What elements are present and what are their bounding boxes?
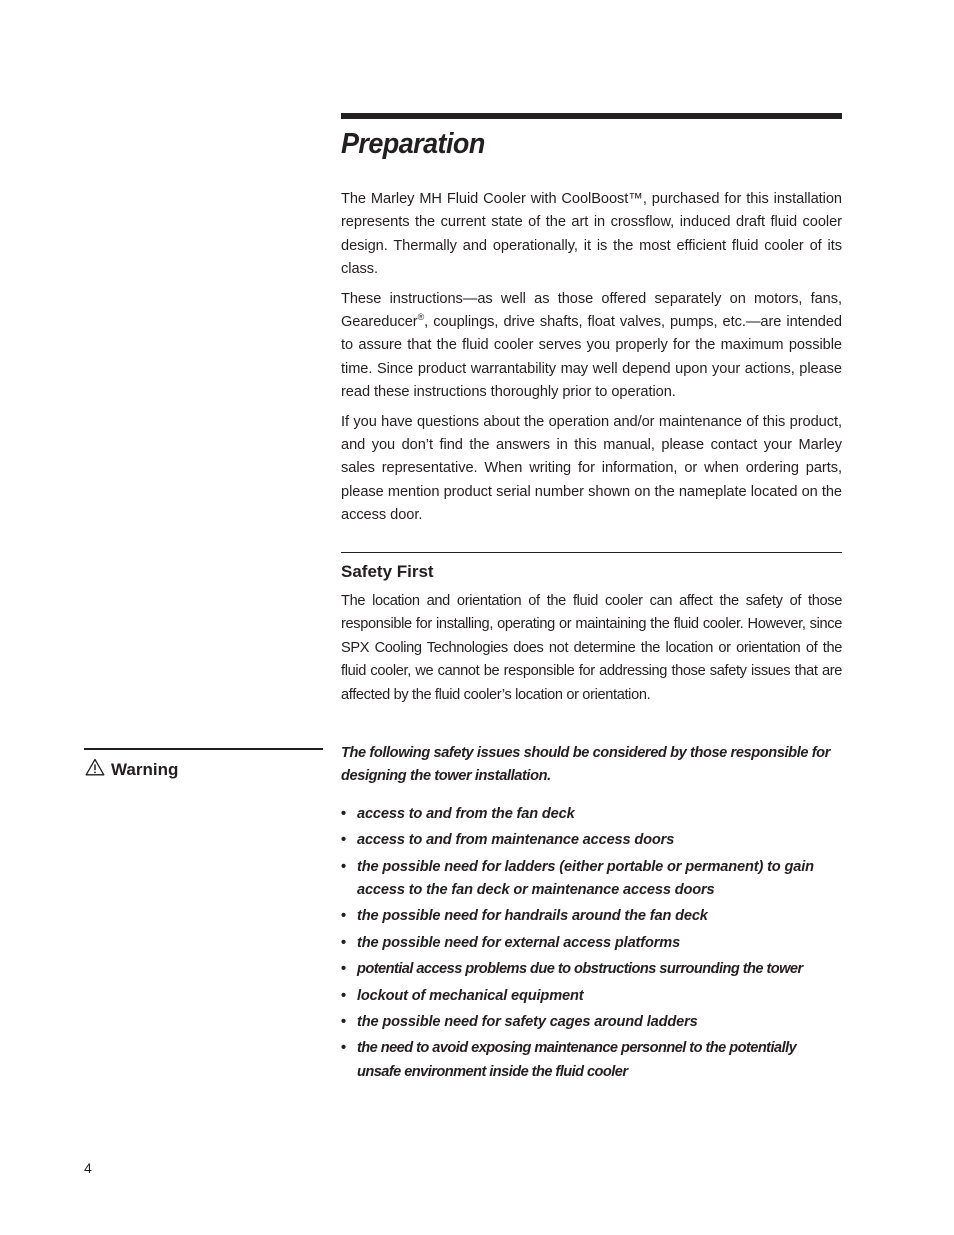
list-item: • the need to avoid exposing maintenance personnel to the potentially unsafe environment inside the fluid cooler — [341, 1037, 842, 1084]
list-item: • the possible need for handrails around the fan deck — [341, 905, 842, 928]
list-item: • access to and from maintenance access doors — [341, 829, 842, 852]
title-rule — [341, 113, 842, 119]
warning-rule — [84, 748, 323, 750]
section-divider — [341, 552, 842, 553]
warning-triangle-icon — [85, 758, 105, 781]
intro-section — [341, 188, 842, 534]
list-item: • the possible need for safety cages around ladders — [341, 1011, 842, 1034]
safety-section — [341, 590, 842, 713]
safety-paragraph: The location and orientation of the fluid cooler can affect the safety of those responsible for installing, operating or maintaining the fluid cooler. However, since SPX Cooling Technologies does not determine the location or orientation of the fluid cooler, we cannot be responsible for addressing those safety issues that are affected by the fluid cooler’s location or orientation. — [341, 593, 842, 703]
warning-section — [341, 742, 842, 1087]
intro-paragraph-3: If you have questions about the operation and/or maintenance of this product, and you don’t find the answers in this manual, please contact your Marley sales representative. When writing for information, or when ordering parts, please mention product serial number shown on the nameplate located on the access door. — [341, 413, 842, 524]
page-title: Preparation — [341, 128, 485, 160]
list-item: • potential access problems due to obstructions surrounding the tower — [341, 958, 842, 981]
list-item: • the possible need for ladders (either portable or permanent) to gain access to the fan deck or maintenance access doors — [341, 856, 842, 903]
warning-label: Warning — [111, 759, 179, 779]
page-number: 4 — [84, 1160, 92, 1176]
warning-heading — [85, 758, 178, 781]
safety-issues-list — [341, 803, 842, 1084]
intro-paragraph-2: These instructions—as well as those offered separately on motors, fans, Geareducer®, couplings, drive shafts, float valves, pumps, etc.—are intended to assure that the fluid cooler serves you properly for the maximum possible time. Since product warrantability may well depend upon your actions, please read these instructions thoroughly prior to operation. — [341, 290, 842, 401]
list-item: • access to and from the fan deck — [341, 803, 842, 826]
list-item: • lockout of mechanical equipment — [341, 985, 842, 1008]
intro-paragraph-1: The Marley MH Fluid Cooler with CoolBoost™, purchased for this installation represents the current state of the art in crossflow, induced draft fluid cooler design. Thermally and operationally, it is the most efficient fluid cooler of its class. — [341, 191, 842, 278]
list-item: • the possible need for external access platforms — [341, 932, 842, 955]
safety-first-heading: Safety First — [341, 562, 434, 581]
warning-intro: The following safety issues should be considered by those responsible for designing the tower installation. — [341, 745, 830, 785]
